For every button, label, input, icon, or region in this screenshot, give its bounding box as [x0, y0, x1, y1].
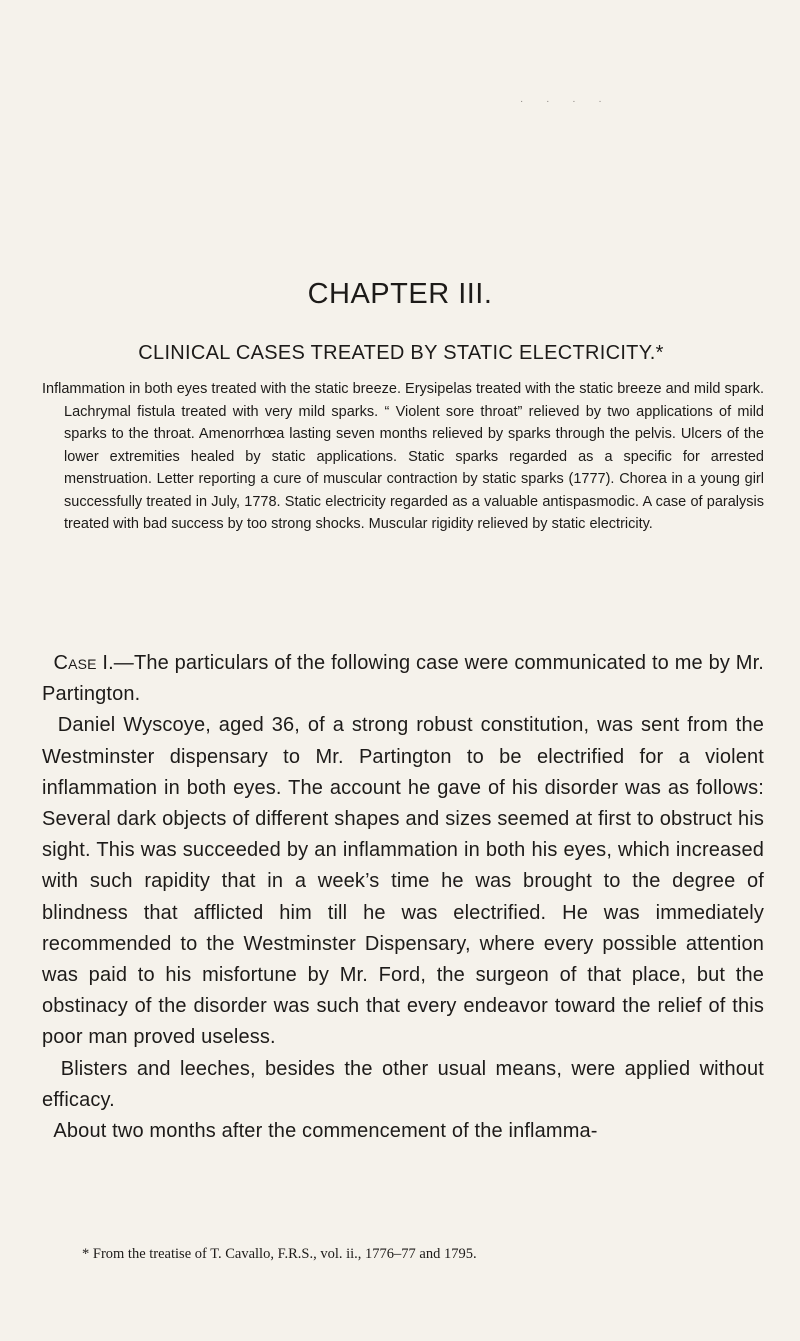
chapter-title: CHAPTER III. — [307, 278, 493, 310]
chapter-summary: Inflammation in both eyes treated with the static breeze. Erysipelas treated with the static breeze and mild spark. Lachrymal fistula treated with very mild sparks. “ Violent sore throat” relieved by two applications of mild sparks to the throat. Amenorrhœa lasting seven months relieved by sparks through the pelvis. Ulcers of the lower extremities healed by static applications. Static sparks regarded as a specific for arrested menstruation. Letter reporting a cure of muscular contraction by static sparks (1777). Chorea in a young girl successfully treated in July, 1778. Static electricity regarded as a valuable antispasmodic. A case of paralysis treated with bad success by too strong shocks. Muscular rigidity relieved by static electricity. — [42, 381, 764, 532]
section-title: CLINICAL CASES TREATED BY STATIC ELECTRICITY.* — [138, 342, 664, 364]
case-label: Case I. — [53, 652, 114, 674]
paragraph: About two months after the commencement of the inflamma- — [53, 1120, 598, 1143]
paragraph: Blisters and leeches, besides the other usual means, were applied without efficacy. — [42, 1057, 764, 1111]
body-text — [42, 648, 764, 1147]
footnote: * From the treatise of T. Cavallo, F.R.S., vol. ii., 1776–77 and 1795. — [82, 1246, 477, 1262]
printing-specks: · · · · — [520, 96, 612, 107]
case-intro: —The particulars of the following case were communicated to me by Mr. Partington. — [42, 652, 764, 706]
paragraph: Daniel Wyscoye, aged 36, of a strong robust constitution, was sent from the Westminster dispensary to Mr. Partington to be electrified for a violent inflammation in both eyes. The account he gave of his disorder was as follows: Several dark objects of different shapes and sizes seemed at first to obstruct his sight. This was succeeded by an inflammation in both his eyes, which increased with such rapidity that in a week’s time he was brought to the degree of blindness that afflicted him till he was electrified. He was immediately recommended to the Westminster Dispensary, where every possible attention was paid to his misfortune by Mr. Ford, the surgeon of that place, but the obstinacy of the disorder was such that every endeavor toward the relief of this poor man proved useless. — [42, 714, 764, 1049]
case-paragraph — [42, 648, 764, 710]
